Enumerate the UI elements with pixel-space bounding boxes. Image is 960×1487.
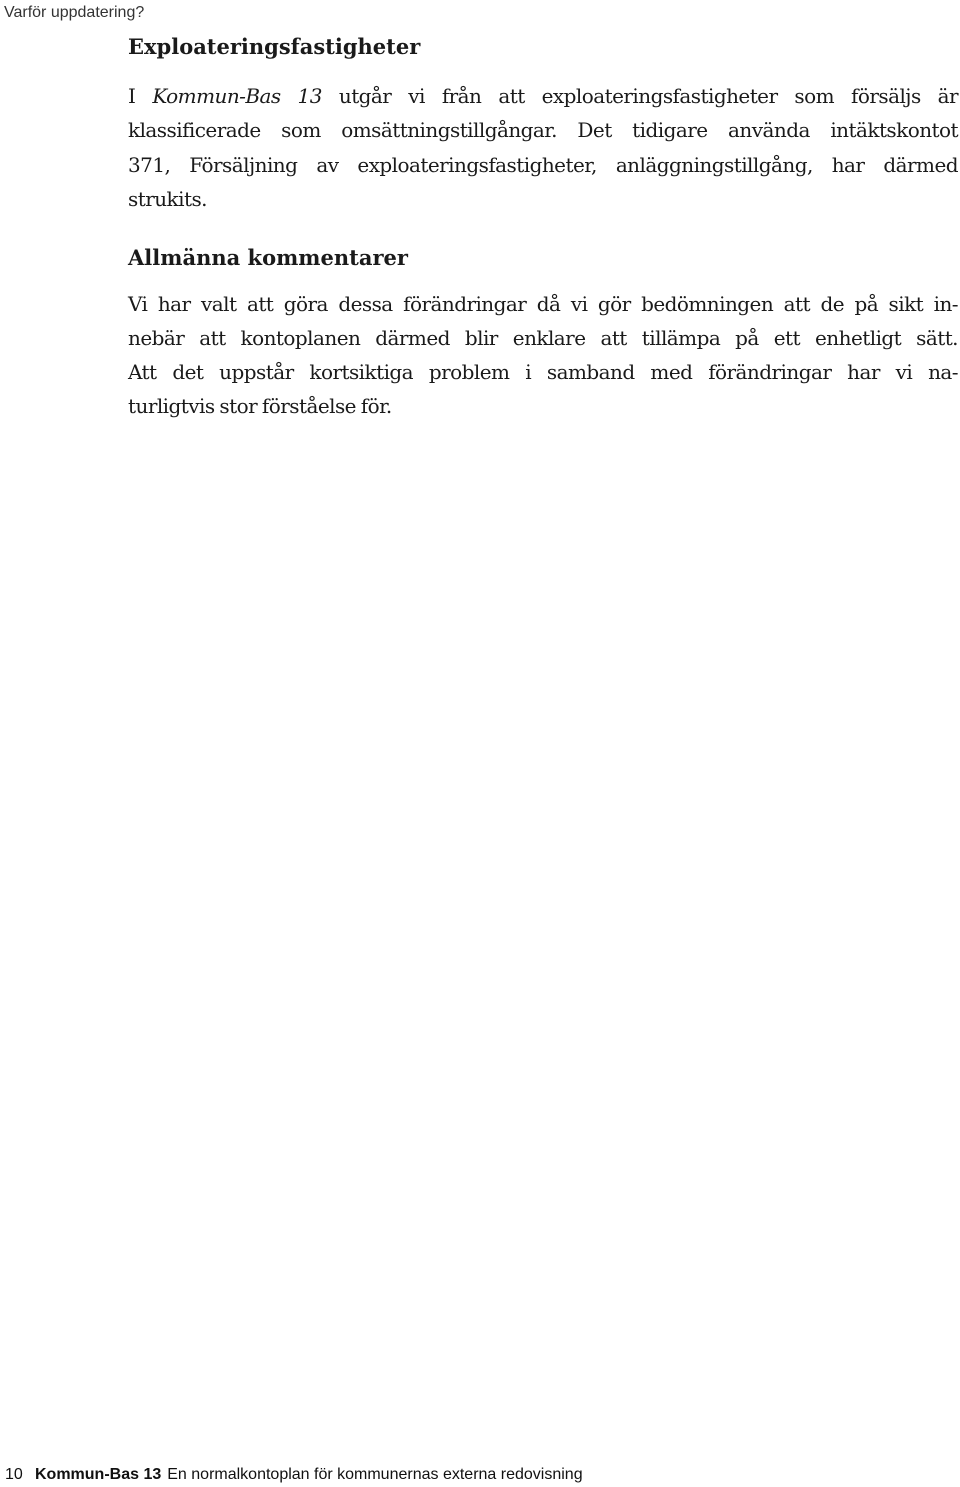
section-heading-allmanna: Allmänna kommentarer <box>128 245 408 270</box>
body-line: Att det uppstår kortsiktiga problem i samband med förändringar har vi na- <box>128 360 958 384</box>
body-line: I Kommun-Bas 13 utgår vi från att exploateringsfastigheter som försäljs är <box>128 84 958 108</box>
body-line: klassificerade som omsättningstillgångar. Det tidigare använda intäktskontot <box>128 118 958 142</box>
publication-name: Kommun-Bas 13 <box>152 84 322 108</box>
section-heading-exploatering: Exploateringsfastigheter <box>128 34 421 59</box>
page-footer <box>5 1465 583 1485</box>
body-line: strukits. <box>128 187 207 211</box>
running-head: Varför uppdatering? <box>4 4 145 21</box>
body-line: turligtvis stor förståelse för. <box>128 394 392 418</box>
body-line: 371, Försäljning av exploateringsfastigheter, anläggningstillgång, har därmed <box>128 153 958 177</box>
footer-publication: Kommun-Bas 13 <box>35 1466 162 1483</box>
footer-subtitle: En normalkontoplan för kommunernas externa redovisning <box>167 1466 583 1483</box>
page-number: 10 <box>5 1466 23 1483</box>
body-line: Vi har valt att göra dessa förändringar då vi gör bedömningen att de på sikt in- <box>128 292 958 316</box>
body-line: nebär att kontoplanen därmed blir enklare att tillämpa på ett enhetligt sätt. <box>128 326 958 350</box>
